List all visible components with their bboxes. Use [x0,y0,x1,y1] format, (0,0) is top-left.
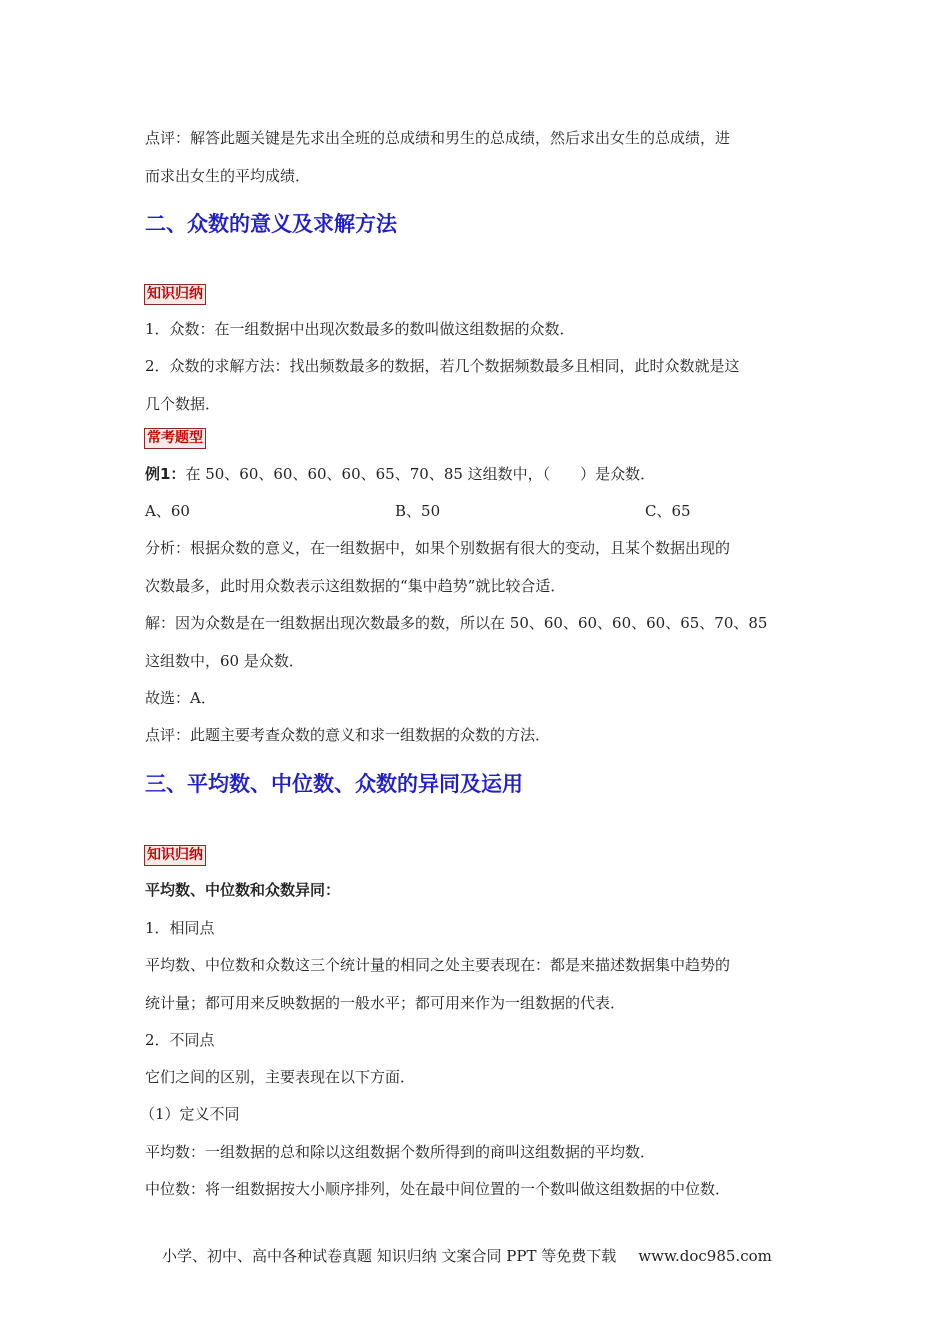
paragraph: 1．相同点 [145,919,215,937]
option-c: C、65 [645,502,691,520]
comment-line: 而求出女生的平均成绩． [145,167,311,185]
section-heading: 三、平均数、中位数、众数的异同及运用 [145,772,523,796]
option-b: B、50 [395,502,441,520]
example-label: 例1： [145,465,186,483]
solution-line: 这组数中，60 是众数． [145,652,304,670]
paragraph: （1）定义不同 [140,1105,240,1123]
example-question [145,464,655,484]
comment-line: 点评：此题主要考查众数的意义和求一组数据的众数的方法． [145,726,551,744]
example-text: 在 50、60、60、60、60、65、70、85 这组数中，（ ）是众数． [185,465,656,483]
paragraph: 统计量；都可用来反映数据的一般水平；都可用来作为一组数据的代表． [145,994,626,1012]
page-footer [162,1245,772,1266]
paragraph: 它们之间的区别，主要表现在以下方面． [145,1068,416,1086]
paragraph: 1．众数：在一组数据中出现次数最多的数叫做这组数据的众数． [145,320,575,338]
paragraph: 2．不同点 [145,1031,215,1049]
paragraph: 2．众数的求解方法：找出频数最多的数据，若几个数据频数最多且相同，此时众数就是这 [145,357,740,375]
paragraph: 平均数：一组数据的总和除以这组数据个数所得到的商叫这组数据的平均数． [145,1143,656,1161]
paragraph: 中位数：将一组数据按大小顺序排列，处在最中间位置的一个数叫做这组数据的中位数． [145,1180,731,1198]
analysis-line: 分析：根据众数的意义，在一组数据中，如果个别数据有很大的变动，且某个数据出现的 [145,539,731,557]
section-heading: 二、众数的意义及求解方法 [145,212,397,236]
answer-line: 故选：A． [145,689,216,707]
footer-url[interactable]: www.doc985.com [638,1247,772,1265]
knowledge-tag: 知识归纳 [144,845,206,866]
option-a: A、60 [145,502,190,520]
paragraph: 平均数、中位数和众数这三个统计量的相同之处主要表现在：都是来描述数据集中趋势的 [145,956,731,974]
footer-text: 小学、初中、高中各种试卷真题 知识归纳 文案合同 PPT 等免费下载 [162,1247,617,1265]
comment-line: 点评：解答此题关键是先求出全班的总成绩和男生的总成绩，然后求出女生的总成绩，进 [145,129,731,147]
knowledge-tag: 知识归纳 [144,284,206,305]
question-type-tag: 常考题型 [144,428,206,449]
subtitle: 平均数、中位数和众数异同： [145,881,341,899]
paragraph: 几个数据． [145,395,221,413]
analysis-line: 次数最多，此时用众数表示这组数据的“集中趋势”就比较合适． [145,577,566,595]
solution-line: 解：因为众数是在一组数据出现次数最多的数，所以在 50、60、60、60、60、65、70、85 [145,614,768,632]
